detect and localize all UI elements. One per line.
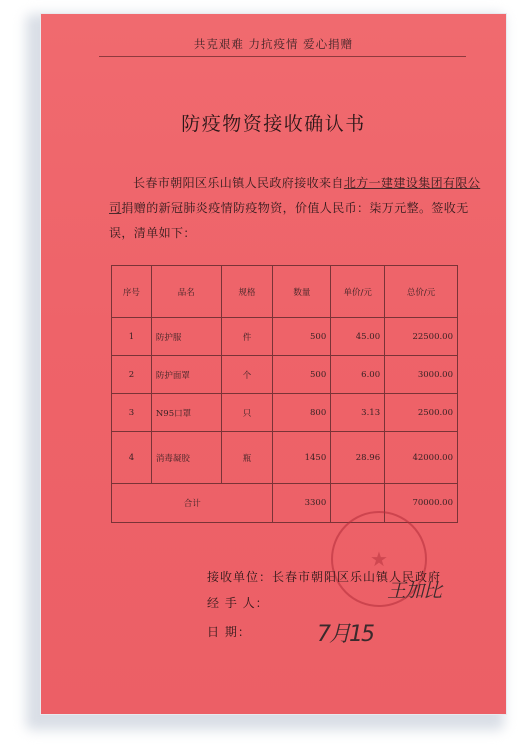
header-total: 总价/元 xyxy=(385,266,458,318)
intro-prefix: 长春市朝阳区乐山镇人民政府接收来自 xyxy=(133,176,344,190)
total-label: 合计 xyxy=(112,484,273,523)
row-price: 28.96 xyxy=(331,432,385,484)
total-qty: 3300 xyxy=(273,484,331,523)
intro-suffix: 捐赠的新冠肺炎疫情防疫物资，价值人民币：柒万元整。签收无误，清单如下： xyxy=(109,201,469,240)
handler-label: 经 手 人： xyxy=(207,596,269,610)
document-title: 防疫物资接收确认书 xyxy=(181,113,366,135)
donor-name: 北方一建建设集团有限公司 xyxy=(109,176,481,215)
header-price: 单价/元 xyxy=(331,266,385,318)
document-body xyxy=(109,171,489,246)
row-price: 45.00 xyxy=(331,318,385,356)
row-no: 2 xyxy=(112,356,152,394)
row-price: 6.00 xyxy=(331,356,385,394)
row-name: N95口罩 xyxy=(151,394,221,432)
row-total: 2500.00 xyxy=(385,394,458,432)
row-name: 防护面罩 xyxy=(151,356,221,394)
seal-star-icon: ★ xyxy=(370,547,388,571)
table-header-row xyxy=(112,266,458,318)
table-row xyxy=(112,394,458,432)
row-unit: 件 xyxy=(221,318,273,356)
supplies-table xyxy=(111,265,458,523)
table-total-row xyxy=(112,484,458,523)
receiver-value: 长春市朝阳区乐山镇人民政府 xyxy=(272,570,442,584)
row-qty: 800 xyxy=(273,394,331,432)
table-row xyxy=(112,318,458,356)
table-row xyxy=(112,356,458,394)
row-no: 1 xyxy=(112,318,152,356)
slogan-divider xyxy=(99,56,466,57)
receiver-label: 接收单位： xyxy=(207,570,273,584)
row-qty: 1450 xyxy=(273,432,331,484)
row-name: 防护服 xyxy=(151,318,221,356)
row-total: 42000.00 xyxy=(385,432,458,484)
header-unit: 规格 xyxy=(221,266,273,318)
row-price: 3.13 xyxy=(331,394,385,432)
row-unit: 个 xyxy=(221,356,273,394)
row-name: 消毒凝胶 xyxy=(151,432,221,484)
table-row xyxy=(112,432,458,484)
header-qty: 数量 xyxy=(273,266,331,318)
row-total: 22500.00 xyxy=(385,318,458,356)
date-label: 日 期： xyxy=(207,625,251,639)
document-paper xyxy=(41,14,506,714)
row-unit: 瓶 xyxy=(221,432,273,484)
header-name: 品名 xyxy=(151,266,221,318)
handler-line xyxy=(207,594,269,611)
row-qty: 500 xyxy=(273,356,331,394)
row-no: 3 xyxy=(112,394,152,432)
row-qty: 500 xyxy=(273,318,331,356)
row-no: 4 xyxy=(112,432,152,484)
total-amount: 70000.00 xyxy=(385,484,458,523)
handler-signature: 王加比 xyxy=(387,580,442,602)
header-no: 序号 xyxy=(112,266,152,318)
row-total: 3000.00 xyxy=(385,356,458,394)
date-line xyxy=(207,623,251,640)
slogan: 共克艰难 力抗疫情 爱心捐赠 xyxy=(193,37,354,51)
row-unit: 只 xyxy=(221,394,273,432)
handwritten-date: 7月15 xyxy=(317,622,373,647)
